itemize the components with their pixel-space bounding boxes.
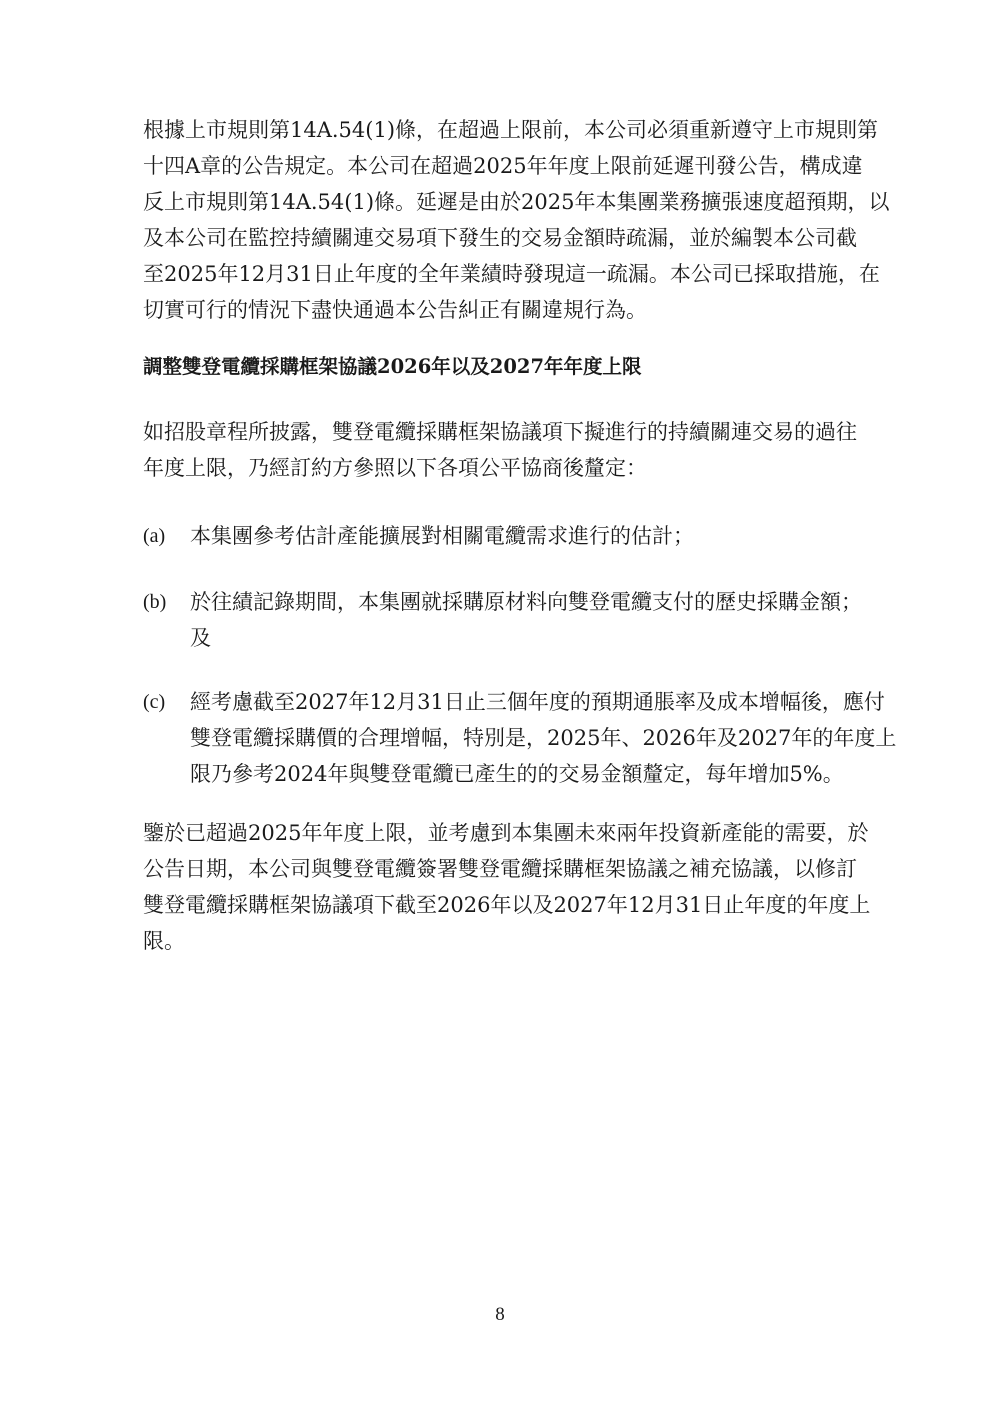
list-item-text <box>190 584 862 656</box>
list-item-line: 於往績記錄期間，本集團就採購原材料向雙登電纜支付的歷史採購金額； <box>190 590 862 614</box>
list-item-line: 限乃參考2024年與雙登電纜已產生的的交易金額釐定，每年增加5%。 <box>190 762 844 786</box>
paragraph-line: 至2025年12月31日止年度的全年業績時發現這一疏漏。本公司已採取措施，在 <box>143 262 880 286</box>
paragraph-line: 鑒於已超過2025年年度上限，並考慮到本集團未來兩年投資新產能的需要，於 <box>143 821 869 845</box>
paragraph-line: 雙登電纜採購框架協議項下截至2026年以及2027年12月31日止年度的年度上 <box>143 893 871 917</box>
paragraph-line: 如招股章程所披露，雙登電纜採購框架協議項下擬進行的持續關連交易的過往 <box>143 420 857 444</box>
paragraph-line: 及本公司在監控持續關連交易項下發生的交易金額時疏漏，並於編製本公司截 <box>143 226 857 250</box>
paragraph-line: 公告日期，本公司與雙登電纜簽署雙登電纜採購框架協議之補充協議，以修訂 <box>143 857 857 881</box>
paragraph-line: 十四A章的公告規定。本公司在超過2025年年度上限前延遲刊發公告，構成違 <box>143 154 863 178</box>
paragraph-line: 反上市規則第14A.54(1)條。延遲是由於2025年本集團業務擴張速度超預期，以 <box>143 190 890 214</box>
list-item-line: 及 <box>190 626 211 650</box>
paragraph-supplemental-agreement <box>143 815 907 959</box>
section-heading: 調整雙登電纜採購框架協議2026年以及2027年年度上限 <box>143 355 642 378</box>
list-item-line: 經考慮截至2027年12月31日止三個年度的預期通脹率及成本增幅後，應付 <box>190 690 885 714</box>
list-item-label: (b) <box>143 591 167 613</box>
list-item-label: (a) <box>143 525 166 547</box>
list-item-label: (c) <box>143 691 166 713</box>
paragraph-line: 限。 <box>143 929 185 953</box>
paragraph-prospectus-disclosure <box>143 414 907 486</box>
paragraph-late-announcement <box>143 112 907 328</box>
list-item-line: 本集團參考估計產能擴展對相關電纜需求進行的估計； <box>190 524 694 548</box>
paragraph-line: 根據上市規則第14A.54(1)條，在超過上限前，本公司必須重新遵守上市規則第 <box>143 118 879 142</box>
list-item-line: 雙登電纜採購價的合理增幅，特別是，2025年、2026年及2027年的年度上 <box>190 726 897 750</box>
page-number: 8 <box>495 1304 505 1325</box>
list-item-text <box>190 684 896 792</box>
list-item-text <box>190 518 694 554</box>
paragraph-line: 年度上限，乃經訂約方參照以下各項公平協商後釐定： <box>143 456 647 480</box>
paragraph-line: 切實可行的情況下盡快通過本公告糾正有關違規行為。 <box>143 298 647 322</box>
